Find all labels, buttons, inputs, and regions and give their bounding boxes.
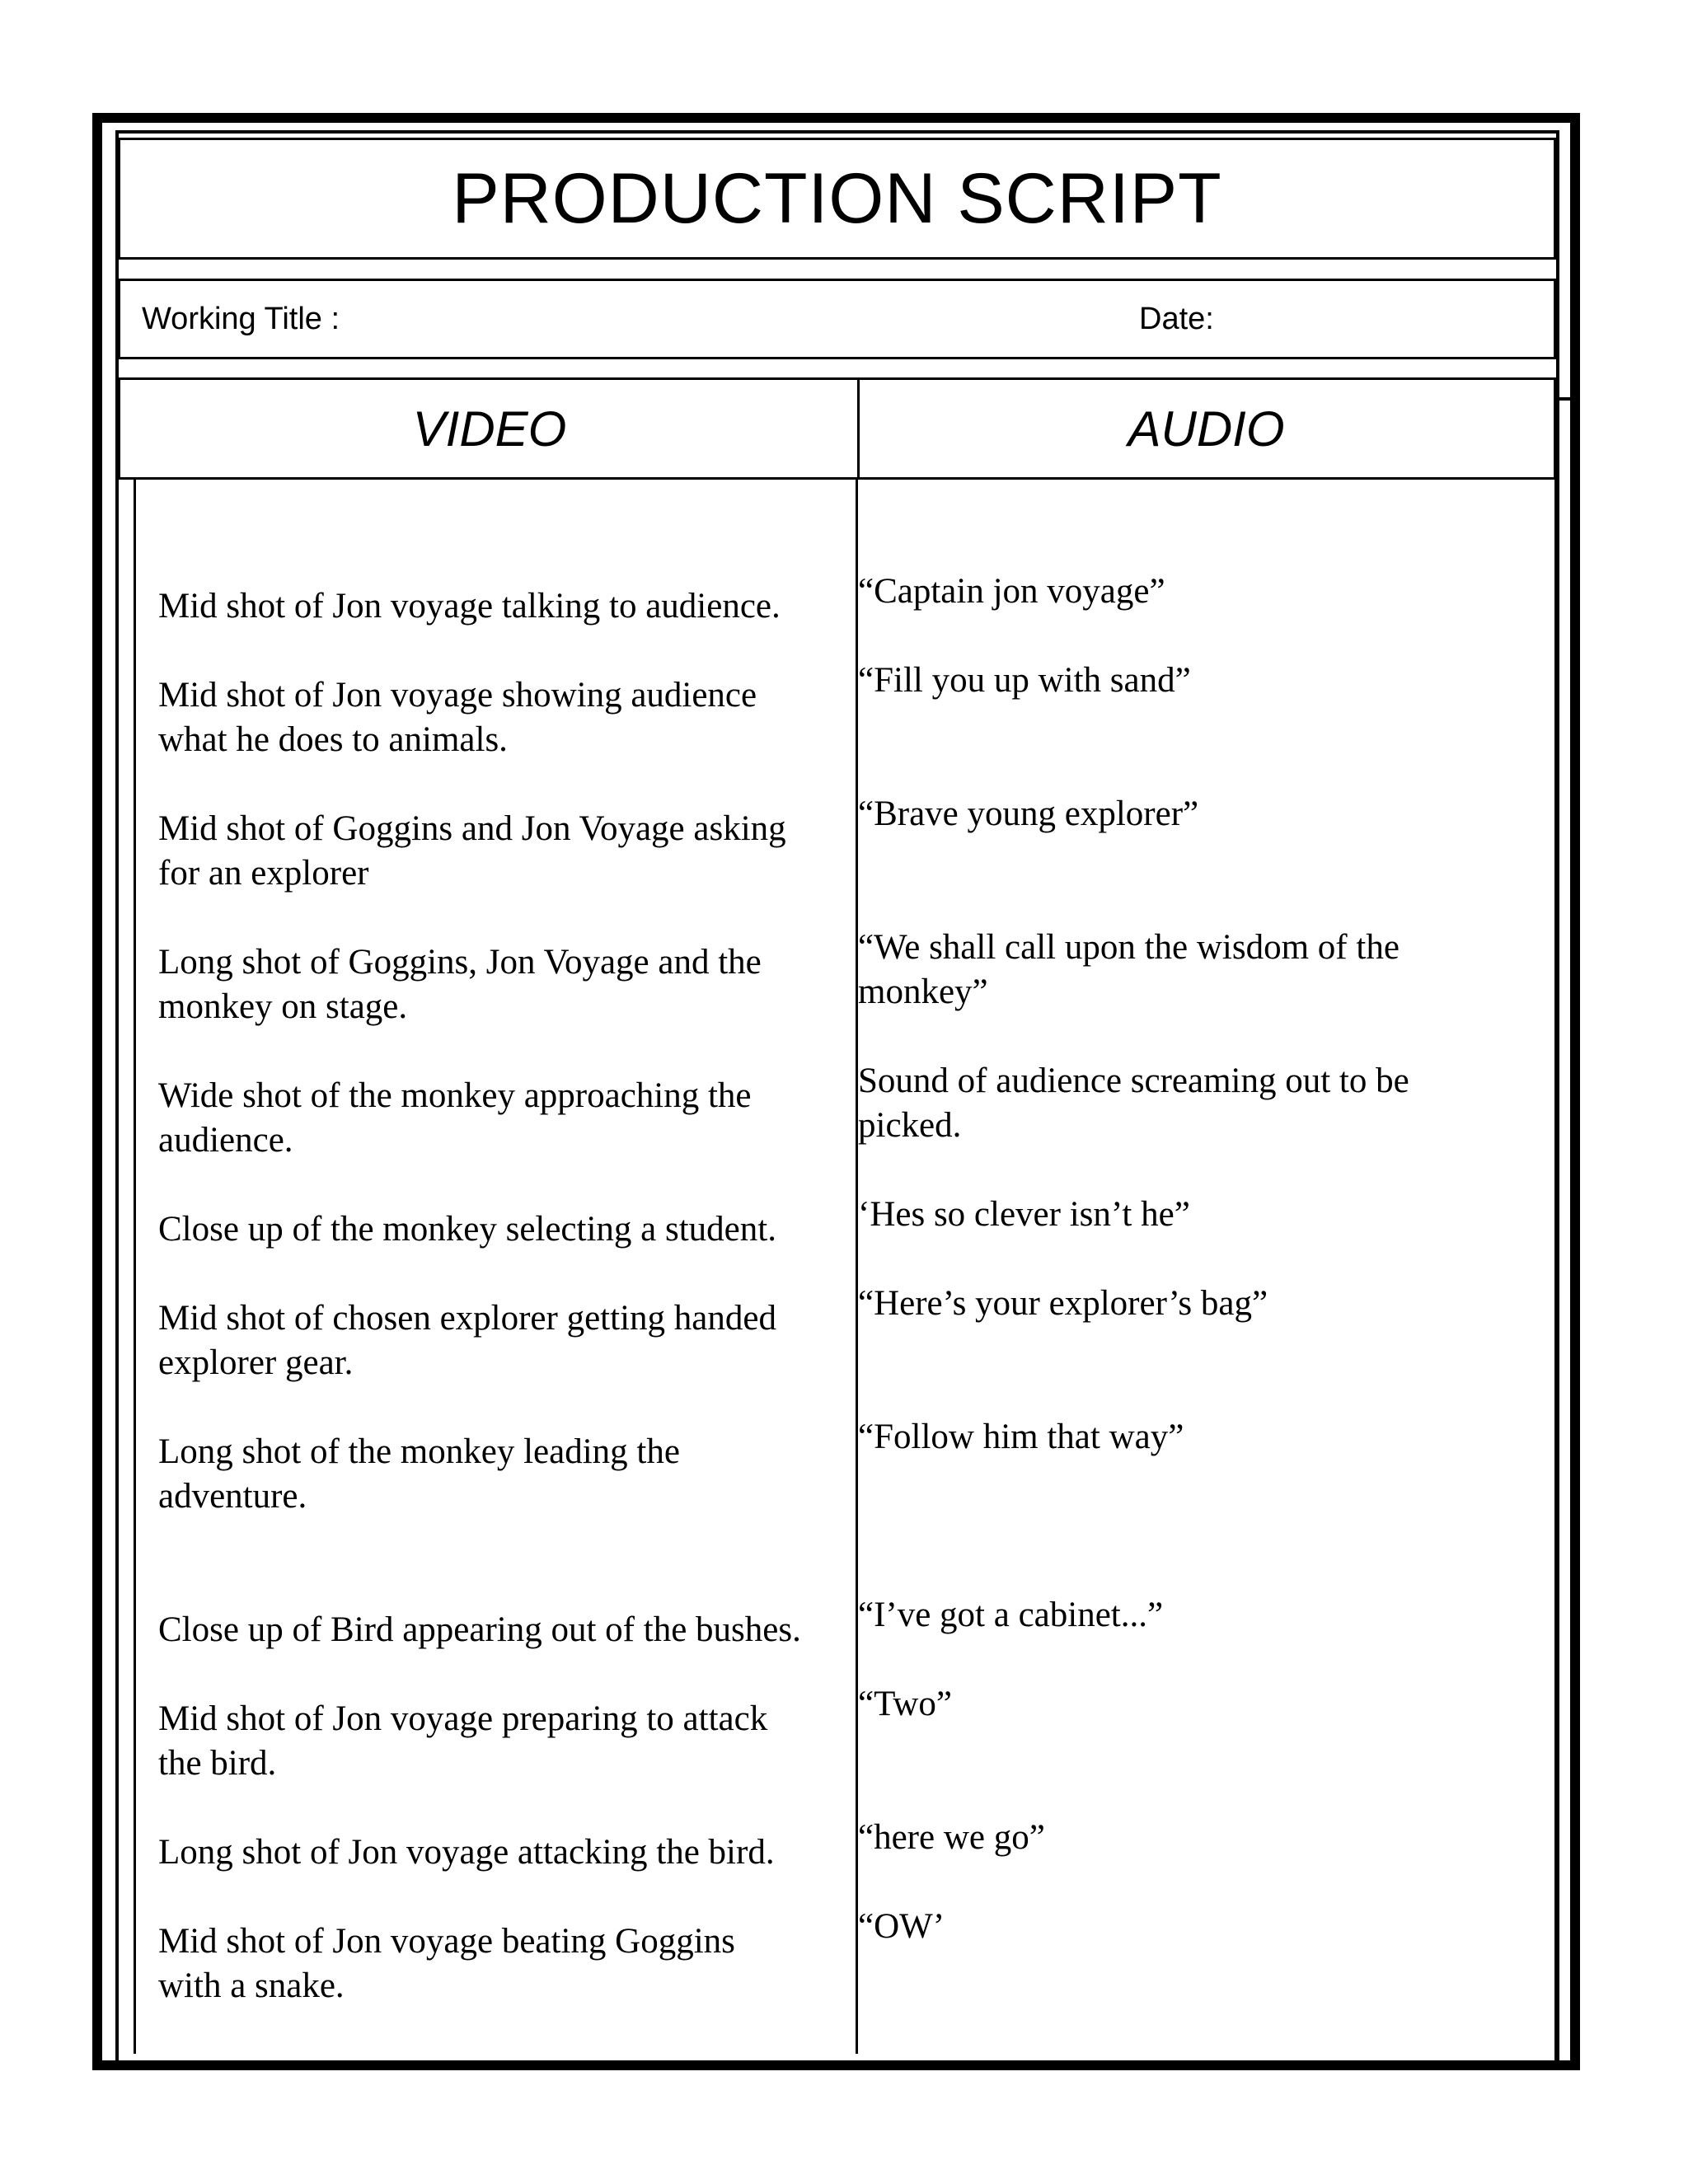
- video-cell: Wide shot of the monkey approaching the audience.: [158, 1076, 752, 1160]
- video-column-header: VIDEO: [412, 401, 567, 457]
- audio-cell: “OW’: [858, 1907, 945, 1946]
- meta-box: [118, 279, 1556, 359]
- audio-cell: “Here’s your explorer’s bag”: [858, 1284, 1268, 1323]
- video-cell: Mid shot of Jon voyage beating Goggins with a snake.: [158, 1922, 735, 2005]
- audio-cell: “Two”: [858, 1685, 952, 1723]
- video-cell: Mid shot of Jon voyage talking to audience.: [158, 587, 781, 626]
- video-cell: Mid shot of Jon voyage showing audience what he does to animals.: [158, 676, 757, 759]
- video-cell: Close up of Bird appearing out of the bushes.: [158, 1610, 801, 1649]
- video-cell: Long shot of the monkey leading the adventure.: [158, 1432, 680, 1516]
- audio-cell: Sound of audience screaming out to be picked.: [858, 1062, 1409, 1145]
- inner-left-rule: [134, 480, 136, 2054]
- audio-column-header: AUDIO: [1128, 401, 1285, 457]
- audio-cell: ‘Hes so clever isn’t he”: [858, 1195, 1190, 1234]
- page-title: PRODUCTION SCRIPT: [452, 158, 1222, 238]
- working-title-label: Working Title :: [142, 302, 340, 336]
- audio-cell: “Captain jon voyage”: [858, 572, 1165, 611]
- date-label: Date:: [1139, 302, 1214, 336]
- audio-cell: “here we go”: [858, 1818, 1045, 1857]
- audio-cell: “Brave young explorer”: [858, 794, 1199, 833]
- video-cell: Mid shot of Jon voyage preparing to attack the bird.: [158, 1699, 768, 1783]
- video-cell: Mid shot of chosen explorer getting handed explorer gear.: [158, 1299, 776, 1382]
- audio-cell: “We shall call upon the wisdom of the monkey”: [858, 928, 1400, 1011]
- video-cell: Mid shot of Goggins and Jon Voyage asking for an explorer: [158, 809, 786, 893]
- inner-right-rule: [1554, 400, 1559, 2069]
- audio-cell: “Follow him that way”: [858, 1418, 1184, 1456]
- audio-cell: “Fill you up with sand”: [858, 661, 1191, 700]
- video-cell: Long shot of Jon voyage attacking the bird.: [158, 1833, 775, 1872]
- video-cell: Long shot of Goggins, Jon Voyage and the monkey on stage.: [158, 943, 762, 1026]
- title-box: [118, 138, 1556, 260]
- column-header-row: [118, 377, 1556, 480]
- video-cell: Close up of the monkey selecting a student.: [158, 1210, 776, 1249]
- right-notch: [1554, 397, 1573, 401]
- audio-cell: “I’ve got a cabinet...”: [858, 1596, 1164, 1634]
